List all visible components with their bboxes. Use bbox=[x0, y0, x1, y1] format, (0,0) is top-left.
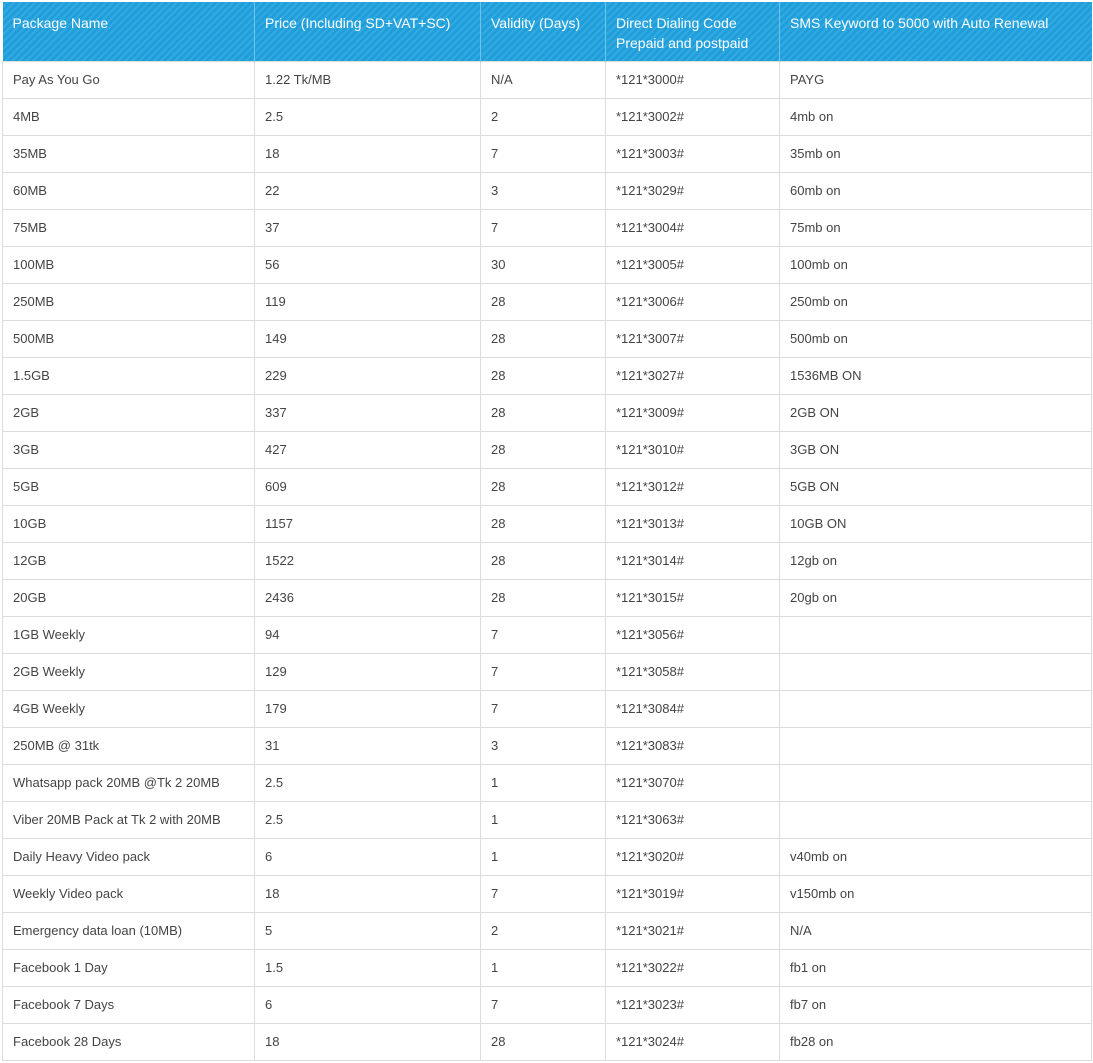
cell-sms-keyword: 20gb on bbox=[780, 579, 1092, 616]
cell-dialing-code: *121*3013# bbox=[606, 505, 780, 542]
table-row bbox=[3, 394, 1092, 431]
cell-price: 18 bbox=[255, 875, 481, 912]
table-row bbox=[3, 61, 1092, 98]
cell-validity: 28 bbox=[481, 320, 606, 357]
cell-validity: 1 bbox=[481, 949, 606, 986]
table-row bbox=[3, 135, 1092, 172]
cell-dialing-code: *121*3022# bbox=[606, 949, 780, 986]
cell-price: 6 bbox=[255, 986, 481, 1023]
header-package-name: Package Name bbox=[3, 2, 255, 61]
cell-sms-keyword bbox=[780, 653, 1092, 690]
cell-package-name: 4GB Weekly bbox=[3, 690, 255, 727]
cell-package-name: Daily Heavy Video pack bbox=[3, 838, 255, 875]
cell-sms-keyword: 60mb on bbox=[780, 172, 1092, 209]
cell-validity: 1 bbox=[481, 838, 606, 875]
table-row bbox=[3, 986, 1092, 1023]
cell-package-name: 500MB bbox=[3, 320, 255, 357]
cell-validity: 28 bbox=[481, 542, 606, 579]
table-header bbox=[3, 2, 1092, 61]
cell-dialing-code: *121*3021# bbox=[606, 912, 780, 949]
cell-sms-keyword: fb1 on bbox=[780, 949, 1092, 986]
cell-dialing-code: *121*3010# bbox=[606, 431, 780, 468]
cell-price: 1.5 bbox=[255, 949, 481, 986]
cell-sms-keyword: 10GB ON bbox=[780, 505, 1092, 542]
cell-price: 31 bbox=[255, 727, 481, 764]
cell-dialing-code: *121*3029# bbox=[606, 172, 780, 209]
cell-sms-keyword: 2GB ON bbox=[780, 394, 1092, 431]
header-price: Price (Including SD+VAT+SC) bbox=[255, 2, 481, 61]
cell-dialing-code: *121*3027# bbox=[606, 357, 780, 394]
cell-price: 2.5 bbox=[255, 764, 481, 801]
table-row bbox=[3, 246, 1092, 283]
cell-price: 119 bbox=[255, 283, 481, 320]
data-packages-table-container bbox=[2, 2, 1091, 1061]
cell-price: 18 bbox=[255, 135, 481, 172]
cell-validity: 7 bbox=[481, 135, 606, 172]
cell-package-name: 2GB Weekly bbox=[3, 653, 255, 690]
cell-dialing-code: *121*3023# bbox=[606, 986, 780, 1023]
cell-package-name: 60MB bbox=[3, 172, 255, 209]
cell-dialing-code: *121*3083# bbox=[606, 727, 780, 764]
table-row bbox=[3, 505, 1092, 542]
cell-sms-keyword bbox=[780, 801, 1092, 838]
cell-validity: 28 bbox=[481, 579, 606, 616]
header-row bbox=[3, 2, 1092, 61]
cell-price: 5 bbox=[255, 912, 481, 949]
cell-validity: 7 bbox=[481, 653, 606, 690]
table-row bbox=[3, 764, 1092, 801]
cell-validity: 2 bbox=[481, 98, 606, 135]
cell-package-name: 10GB bbox=[3, 505, 255, 542]
cell-price: 229 bbox=[255, 357, 481, 394]
cell-validity: 3 bbox=[481, 172, 606, 209]
cell-validity: N/A bbox=[481, 61, 606, 98]
cell-package-name: Facebook 28 Days bbox=[3, 1023, 255, 1060]
cell-sms-keyword: v150mb on bbox=[780, 875, 1092, 912]
cell-package-name: 100MB bbox=[3, 246, 255, 283]
cell-validity: 1 bbox=[481, 801, 606, 838]
table-row bbox=[3, 912, 1092, 949]
cell-sms-keyword: 500mb on bbox=[780, 320, 1092, 357]
table-row bbox=[3, 690, 1092, 727]
cell-validity: 28 bbox=[481, 357, 606, 394]
cell-price: 94 bbox=[255, 616, 481, 653]
cell-dialing-code: *121*3006# bbox=[606, 283, 780, 320]
cell-dialing-code: *121*3056# bbox=[606, 616, 780, 653]
cell-price: 1157 bbox=[255, 505, 481, 542]
cell-price: 37 bbox=[255, 209, 481, 246]
cell-package-name: Viber 20MB Pack at Tk 2 with 20MB bbox=[3, 801, 255, 838]
cell-dialing-code: *121*3004# bbox=[606, 209, 780, 246]
cell-sms-keyword bbox=[780, 616, 1092, 653]
table-row bbox=[3, 801, 1092, 838]
header-sms-keyword: SMS Keyword to 5000 with Auto Renewal bbox=[780, 2, 1092, 61]
cell-validity: 7 bbox=[481, 209, 606, 246]
cell-dialing-code: *121*3084# bbox=[606, 690, 780, 727]
cell-price: 129 bbox=[255, 653, 481, 690]
cell-sms-keyword: 75mb on bbox=[780, 209, 1092, 246]
cell-package-name: 75MB bbox=[3, 209, 255, 246]
cell-dialing-code: *121*3063# bbox=[606, 801, 780, 838]
cell-dialing-code: *121*3015# bbox=[606, 579, 780, 616]
table-row bbox=[3, 172, 1092, 209]
cell-price: 609 bbox=[255, 468, 481, 505]
cell-package-name: 1GB Weekly bbox=[3, 616, 255, 653]
cell-package-name: 2GB bbox=[3, 394, 255, 431]
cell-sms-keyword: fb28 on bbox=[780, 1023, 1092, 1060]
cell-dialing-code: *121*3012# bbox=[606, 468, 780, 505]
cell-validity: 28 bbox=[481, 283, 606, 320]
cell-package-name: Whatsapp pack 20MB @Tk 2 20MB bbox=[3, 764, 255, 801]
table-body bbox=[3, 61, 1092, 1060]
header-dialing-code: Direct Dialing Code Prepaid and postpaid bbox=[606, 2, 780, 61]
cell-sms-keyword: 12gb on bbox=[780, 542, 1092, 579]
table-row bbox=[3, 320, 1092, 357]
cell-dialing-code: *121*3058# bbox=[606, 653, 780, 690]
cell-dialing-code: *121*3005# bbox=[606, 246, 780, 283]
table-row bbox=[3, 727, 1092, 764]
cell-price: 337 bbox=[255, 394, 481, 431]
cell-sms-keyword: fb7 on bbox=[780, 986, 1092, 1023]
cell-validity: 3 bbox=[481, 727, 606, 764]
cell-validity: 7 bbox=[481, 616, 606, 653]
cell-validity: 28 bbox=[481, 468, 606, 505]
cell-price: 6 bbox=[255, 838, 481, 875]
cell-sms-keyword: 5GB ON bbox=[780, 468, 1092, 505]
table-row bbox=[3, 616, 1092, 653]
cell-price: 1522 bbox=[255, 542, 481, 579]
cell-dialing-code: *121*3007# bbox=[606, 320, 780, 357]
cell-package-name: Weekly Video pack bbox=[3, 875, 255, 912]
table-row bbox=[3, 838, 1092, 875]
cell-sms-keyword: N/A bbox=[780, 912, 1092, 949]
cell-validity: 7 bbox=[481, 875, 606, 912]
cell-sms-keyword: 35mb on bbox=[780, 135, 1092, 172]
cell-package-name: 1.5GB bbox=[3, 357, 255, 394]
table-row bbox=[3, 98, 1092, 135]
table-row bbox=[3, 875, 1092, 912]
table-row bbox=[3, 949, 1092, 986]
table-row bbox=[3, 468, 1092, 505]
cell-dialing-code: *121*3002# bbox=[606, 98, 780, 135]
cell-dialing-code: *121*3024# bbox=[606, 1023, 780, 1060]
table-row bbox=[3, 1023, 1092, 1060]
table-row bbox=[3, 542, 1092, 579]
cell-package-name: 35MB bbox=[3, 135, 255, 172]
cell-package-name: Facebook 7 Days bbox=[3, 986, 255, 1023]
cell-validity: 7 bbox=[481, 690, 606, 727]
cell-sms-keyword: 1536MB ON bbox=[780, 357, 1092, 394]
cell-sms-keyword: 3GB ON bbox=[780, 431, 1092, 468]
cell-validity: 28 bbox=[481, 505, 606, 542]
cell-dialing-code: *121*3019# bbox=[606, 875, 780, 912]
cell-sms-keyword: 100mb on bbox=[780, 246, 1092, 283]
cell-dialing-code: *121*3009# bbox=[606, 394, 780, 431]
cell-sms-keyword bbox=[780, 690, 1092, 727]
cell-price: 1.22 Tk/MB bbox=[255, 61, 481, 98]
cell-package-name: 20GB bbox=[3, 579, 255, 616]
data-packages-table bbox=[2, 2, 1092, 1061]
cell-sms-keyword: PAYG bbox=[780, 61, 1092, 98]
cell-package-name: 250MB @ 31tk bbox=[3, 727, 255, 764]
cell-sms-keyword bbox=[780, 727, 1092, 764]
cell-price: 56 bbox=[255, 246, 481, 283]
cell-price: 2.5 bbox=[255, 801, 481, 838]
cell-validity: 7 bbox=[481, 986, 606, 1023]
cell-package-name: Emergency data loan (10MB) bbox=[3, 912, 255, 949]
cell-price: 18 bbox=[255, 1023, 481, 1060]
table-row bbox=[3, 209, 1092, 246]
table-row bbox=[3, 283, 1092, 320]
cell-validity: 28 bbox=[481, 394, 606, 431]
cell-sms-keyword: 250mb on bbox=[780, 283, 1092, 320]
header-validity: Validity (Days) bbox=[481, 2, 606, 61]
cell-dialing-code: *121*3003# bbox=[606, 135, 780, 172]
cell-dialing-code: *121*3070# bbox=[606, 764, 780, 801]
cell-validity: 28 bbox=[481, 431, 606, 468]
table-row bbox=[3, 357, 1092, 394]
cell-price: 2436 bbox=[255, 579, 481, 616]
cell-package-name: 250MB bbox=[3, 283, 255, 320]
table-row bbox=[3, 431, 1092, 468]
cell-dialing-code: *121*3014# bbox=[606, 542, 780, 579]
cell-dialing-code: *121*3020# bbox=[606, 838, 780, 875]
cell-package-name: 5GB bbox=[3, 468, 255, 505]
cell-price: 427 bbox=[255, 431, 481, 468]
cell-price: 22 bbox=[255, 172, 481, 209]
cell-package-name: 3GB bbox=[3, 431, 255, 468]
cell-validity: 28 bbox=[481, 1023, 606, 1060]
cell-price: 179 bbox=[255, 690, 481, 727]
cell-sms-keyword: v40mb on bbox=[780, 838, 1092, 875]
cell-validity: 1 bbox=[481, 764, 606, 801]
cell-validity: 2 bbox=[481, 912, 606, 949]
cell-price: 149 bbox=[255, 320, 481, 357]
cell-sms-keyword: 4mb on bbox=[780, 98, 1092, 135]
cell-package-name: 4MB bbox=[3, 98, 255, 135]
cell-dialing-code: *121*3000# bbox=[606, 61, 780, 98]
table-row bbox=[3, 579, 1092, 616]
cell-sms-keyword bbox=[780, 764, 1092, 801]
table-row bbox=[3, 653, 1092, 690]
cell-package-name: Pay As You Go bbox=[3, 61, 255, 98]
cell-price: 2.5 bbox=[255, 98, 481, 135]
cell-package-name: Facebook 1 Day bbox=[3, 949, 255, 986]
cell-package-name: 12GB bbox=[3, 542, 255, 579]
cell-validity: 30 bbox=[481, 246, 606, 283]
